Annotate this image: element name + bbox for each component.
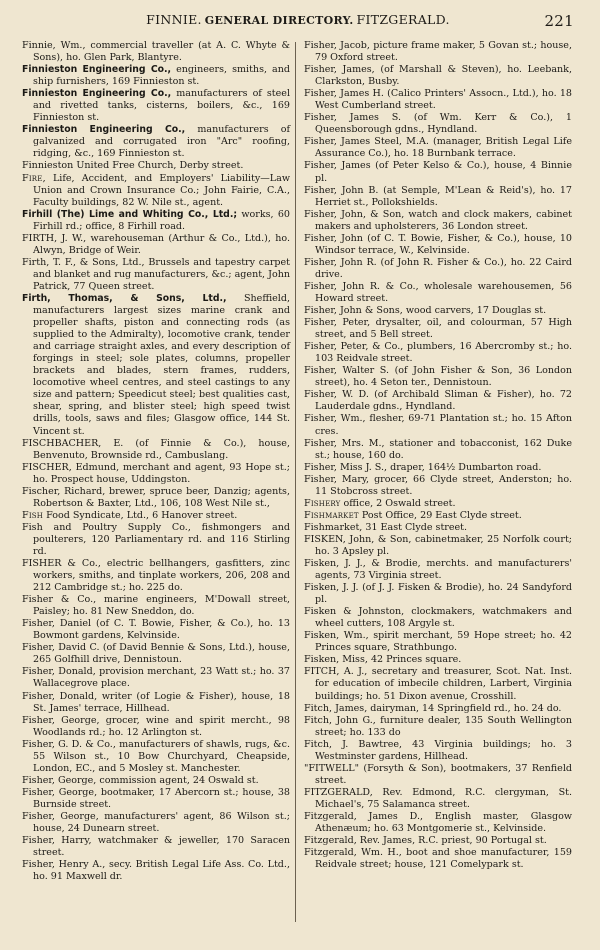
entry-name: Fisher, Wm., <box>304 413 366 425</box>
entry-name: Fisher, Jacob, <box>304 40 370 51</box>
entry-details: fishmongers and poulterers, 120 Parliamentary rd. and 116 Stirling rd. <box>33 521 290 557</box>
entry-details: manufacturers of galvanized and corrugated iron "Arc" roofing, ridging, &c., 169 Finnieston st. <box>33 124 290 160</box>
entry-details: 43 Virginia buildings; ho. 3 Westminster gardens, Hillhead. <box>315 738 572 762</box>
entry-name: Fishery <box>304 497 341 509</box>
entry-details: boot and shoe manufacturer, 159 Reidvale street; house, 121 Comelypark st. <box>315 847 572 871</box>
entry-details: (of J. J. Fisken & Brodie), ho. 24 Sandyford pl. <box>315 582 572 606</box>
directory-entry <box>22 859 290 883</box>
directory-entry <box>304 64 572 88</box>
header-title: GENERAL DIRECTORY. <box>204 14 354 27</box>
directory-entry <box>304 847 572 871</box>
entry-details: drysalter, oil, and colourman, 57 High street, and 5 Bell street. <box>315 317 573 341</box>
entry-name: FISCHER, Edmund, <box>22 461 120 473</box>
entry-details: secretary and treasurer, Scot. Nat. Inst. for education of imbecile children, Larbert, Virginia buildings; ho. 51 Dixon avenue, Crosshill. <box>315 666 572 702</box>
directory-entry <box>22 691 290 715</box>
directory-entry <box>22 787 290 811</box>
directory-entry <box>304 715 572 739</box>
entry-details: 42 Princes square. <box>367 654 462 666</box>
entry-name: Fisher, Peter, <box>304 317 371 329</box>
directory-entry <box>304 522 572 534</box>
entry-details: Life, Accident, and Employers' Liability—Law Union and Crown Insurance Co.; John Fairie, C.A., Faculty buildings, 82 W. Nile st., agent. <box>33 172 290 208</box>
entry-name: Fisher, John & Sons, <box>304 305 403 317</box>
entry-name: Finnieston United Free Church, <box>22 160 177 172</box>
entry-name: Fishmarket, <box>304 521 363 533</box>
entry-details: stationer and tobacconist, 162 Duke st.; house, 160 do. <box>315 437 572 461</box>
entry-details: brewer, spruce beer, Danzig; agents, Robertson & Baxter, Ltd., 106, 108 West Nile st., <box>33 485 290 509</box>
directory-entry <box>22 209 290 233</box>
entry-details: Food Syndicate, Ltd., 6 Hanover street. <box>43 509 238 521</box>
entry-details: marine engineers, M'Dowall street, Paisley; ho. 81 New Sneddon, do. <box>33 594 290 618</box>
entry-details: (of Wm. Kerr & Co.), 1 Queensborough gdns., Hyndland. <box>315 112 572 136</box>
entry-details: wholesale warehousemen, 56 Howard street. <box>315 280 572 304</box>
entry-details: furniture dealer, 135 South Wellington street; ho. 133 do <box>315 714 572 738</box>
entry-name: Fischer, Richard, <box>22 485 106 497</box>
entry-name: Finnie, Wm., <box>22 40 86 51</box>
entry-details: electric bellhangers, gasfitters, zinc workers, smiths, and tinplate workers, 206, 208 and 212 Cambridge st.; ho. 225 do. <box>33 558 290 594</box>
directory-entry <box>304 438 572 462</box>
directory-entry <box>22 462 290 486</box>
entry-details: (of Marshall & Steven), ho. Leebank, Clarkston, Busby. <box>315 64 572 88</box>
running-header <box>22 12 574 32</box>
directory-entry <box>22 160 290 172</box>
entry-name: Fisher, John, & Son, <box>304 208 405 220</box>
directory-entry <box>304 703 572 715</box>
entry-details: manufacturers of steel and rivetted tanks, cisterns, boilers, &c., 169 Finnieston st. <box>33 88 290 124</box>
directory-entry <box>304 462 572 474</box>
directory-entry <box>304 811 572 835</box>
entry-details: merchts. and manufacturers' agents, 73 Virginia street. <box>315 558 572 582</box>
right-column <box>304 40 572 871</box>
entry-name: Fire, <box>22 172 46 184</box>
entry-name: Fisher, Mrs. M., <box>304 437 385 449</box>
entry-name: Fitzgerald, Wm. H., <box>304 847 402 859</box>
entry-name: Fisher, Walter S. <box>304 365 390 377</box>
directory-entry <box>304 317 572 341</box>
entry-name: Fitch, James, <box>304 702 368 714</box>
entry-name: Fisher, Daniel <box>22 618 92 630</box>
entry-details: (at Semple, M'Lean & Reid's), ho. 17 Herriet st., Pollokshields. <box>315 184 572 208</box>
directory-entry <box>304 233 572 257</box>
entry-details: dairyman, 14 Springfield rd., ho. 24 do. <box>367 702 562 714</box>
directory-entry <box>22 173 290 209</box>
entry-details: commercial traveller (at A. C. Whyte & Sons), ho. Glen Park, Blantyre. <box>33 40 290 64</box>
directory-entry <box>304 739 572 763</box>
entry-details: (Calico Printers' Assocn., Ltd.), ho. 18 West Cumberland street. <box>315 88 572 112</box>
directory-entry <box>22 510 290 522</box>
entry-name: Fisher, David C. <box>22 642 100 654</box>
entry-name: Fisher, John R. <box>304 256 377 268</box>
entry-details: English master, Glasgow Athenæum; ho. 63 Montgomerie st., Kelvinside. <box>315 811 572 835</box>
entry-details: picture frame maker, 5 Govan st.; house, 79 Oxford street. <box>315 40 572 64</box>
directory-entry <box>304 498 572 510</box>
entry-name: Firth, Thomas, & Sons, Ltd., <box>22 292 227 304</box>
entry-name: Firhill (The) Lime and Whiting Co., Ltd.; <box>22 208 238 220</box>
entry-name: "FITWELL" <box>304 762 360 774</box>
directory-entry <box>22 715 290 739</box>
entry-details: grocer, wine and spirit mercht., 98 Woodlands rd.; ho. 12 Arlington st. <box>33 714 290 738</box>
directory-entry <box>304 654 572 666</box>
directory-entry <box>304 365 572 389</box>
entry-details: merchant and agent, 93 Hope st.; ho. Prospect house, Uddingston. <box>33 461 290 485</box>
entry-details: manufacturers' agent, 86 Wilson st.; house, 24 Dunearn street. <box>33 811 290 835</box>
directory-entry <box>22 739 290 775</box>
entry-name: Fisher, George, <box>22 774 97 786</box>
entry-name: Fisher, James, <box>304 64 375 76</box>
directory-entry <box>304 136 572 160</box>
entry-name: Fisher, Henry A., <box>22 859 106 871</box>
entry-name: Fishmarket <box>304 509 359 521</box>
directory-entry <box>22 775 290 787</box>
header-right-word: FITZGERALD. <box>356 12 450 27</box>
directory-entry <box>304 835 572 847</box>
entry-details: flesher, 69-71 Plantation st.; ho. 15 Afton cres. <box>315 413 572 437</box>
directory-entry <box>304 257 572 281</box>
directory-entry <box>304 112 572 136</box>
entry-name: Fisher, John <box>304 232 363 244</box>
entry-details: provision merchant, 23 Watt st.; ho. 37 Wallacegrove place. <box>33 666 290 690</box>
entry-details: (of Peter Kelso & Co.), house, 4 Binnie pl. <box>315 160 572 184</box>
directory-entry <box>22 88 290 124</box>
entry-details: (of Archibald Sliman & Fisher), ho. 72 Lauderdale gdns., Hyndland. <box>315 389 572 413</box>
entry-name: Fisken & Johnston, <box>304 606 405 618</box>
directory-entry <box>304 474 572 498</box>
directory-entry <box>22 835 290 859</box>
entry-name: Fitch, John G., <box>304 714 376 726</box>
entry-details: secy. British Legal Life Ass. Co. Ltd., ho. 91 Maxwell dr. <box>33 859 290 883</box>
entry-name: Fisher, George, <box>22 811 99 822</box>
entry-name: Fisher, James <box>304 160 371 172</box>
entry-name: FIRTH, J. W., <box>22 232 87 244</box>
entry-details: spirit merchant, 59 Hope street; ho. 42 Princes square, Strathbungo. <box>315 630 572 654</box>
directory-entry <box>22 124 290 160</box>
entry-name: FITZGERALD, Rev. Edmond, <box>304 786 456 798</box>
entry-details: manufacturers of shawls, rugs, &c. 55 Wilson st., 10 Bow Churchyard, Cheapside, London, EC., and 5 Mosley st. Manchester. <box>33 738 290 774</box>
entry-details: grocer, 66 Clyde street, Anderston; ho. 11 Stobcross street. <box>315 473 572 497</box>
entry-details: commission agent, 24 Oswald st. <box>96 774 259 786</box>
header-left-word: FINNIE. <box>146 12 202 27</box>
entry-name: Finnieston Engineering Co., <box>22 64 172 76</box>
page-number: 221 <box>544 12 574 30</box>
entry-details: warehouseman (Arthur & Co., Ltd.), ho. Alwyn, Bridge of Weir. <box>33 232 290 256</box>
entry-name: Fisher & Co., <box>22 594 97 606</box>
entry-name: Finnieston Engineering Co., <box>22 124 186 136</box>
directory-entry <box>22 558 290 594</box>
directory-entry <box>22 40 290 64</box>
directory-entry <box>22 522 290 558</box>
entry-details: works, 60 Firhill rd.; office, 8 Firhill road. <box>33 208 290 232</box>
directory-entry <box>304 787 572 811</box>
entry-name: Fish <box>22 509 44 521</box>
entry-details: office, 2 Oswald street. <box>340 497 456 509</box>
entry-details: 31 East Clyde street. <box>362 521 468 533</box>
entry-details: (of John R. Fisher & Co.), ho. 22 Caird drive. <box>315 256 572 280</box>
entry-name: Fisken, Wm., <box>304 630 369 642</box>
directory-entry <box>22 233 290 257</box>
entry-details: (of John Fisher & Son, 36 London street), ho. 4 Seton ter., Dennistoun. <box>315 365 573 389</box>
entry-name: Fish and Poultry Supply Co., <box>22 521 191 533</box>
entry-name: Fisher, James Steel, <box>304 136 403 148</box>
directory-entry <box>304 341 572 365</box>
directory-entry <box>304 40 572 64</box>
directory-entry <box>22 666 290 690</box>
entry-details: engineers, smiths, and ship furnishers, 169 Finnieston st. <box>33 64 290 88</box>
entry-name: Fitzgerald, Rev. James, <box>304 835 416 847</box>
entry-details: (of Finnie & Co.), house, Benvenuto, Brownside rd., Cambuslang. <box>33 437 290 461</box>
directory-entry <box>22 293 290 438</box>
entry-details: M.A. (manager, British Legal Life Assurance Co.), ho. 18 Burnbank terrace. <box>315 136 572 160</box>
entry-details: watch and clock makers, cabinet makers and upholsterers, 36 London street. <box>315 208 573 232</box>
entry-name: Fisher, John R. & Co., <box>304 280 419 292</box>
entry-details: R.C. clergyman, St. Michael's, 75 Salamanca street. <box>315 786 572 810</box>
directory-entry <box>22 642 290 666</box>
directory-entry <box>22 257 290 293</box>
entry-details: (Forsyth & Son), bootmakers, 37 Renfield street. <box>315 762 572 786</box>
entry-name: Fisher, Peter, & Co., <box>304 341 404 353</box>
directory-entry <box>304 305 572 317</box>
entry-name: FISKEN, John, & Son, <box>304 533 412 545</box>
directory-entry <box>304 630 572 654</box>
entry-details: Derby street. <box>176 160 244 172</box>
directory-entry <box>304 510 572 522</box>
entry-name: Fisken, J. J., & Brodie, <box>304 558 421 570</box>
directory-entry <box>22 811 290 835</box>
entry-name: Fisher, Harry, <box>22 835 92 847</box>
directory-entry <box>304 209 572 233</box>
entry-name: FISHER & Co., <box>22 558 101 570</box>
directory-entry <box>304 185 572 209</box>
directory-entry <box>304 534 572 558</box>
entry-details: (of C. T. Bowie, Fisher, & Co.), ho. 13 Bowmont gardens, Kelvinside. <box>33 618 290 642</box>
entry-name: Fisher, James H. <box>304 88 384 100</box>
directory-entry <box>304 281 572 305</box>
entry-name: Fitch, J. Bawtree, <box>304 738 403 750</box>
entry-details: plumbers, 16 Abercromby st.; ho. 103 Reidvale street. <box>315 341 572 365</box>
entry-details: cabinetmaker, 25 Norfolk court; ho. 3 Apsley pl. <box>315 533 573 557</box>
entry-name: Fisher, W. D. <box>304 389 369 401</box>
entry-details: clockmakers, watchmakers and wheel cutters, 108 Argyle st. <box>315 606 572 630</box>
directory-entry <box>22 486 290 510</box>
entry-name: Firth, T. F., & Sons, Ltd., <box>22 256 145 268</box>
entry-name: Fisken, Miss, <box>304 654 368 666</box>
directory-entry <box>304 763 572 787</box>
left-column <box>22 40 290 883</box>
entry-name: Fitzgerald, James D., <box>304 811 424 822</box>
entry-details: R.C. priest, 90 Portugal st. <box>415 835 547 847</box>
entry-name: Fisher, Donald, <box>22 666 96 678</box>
entry-details: bootmaker, 17 Abercorn st.; house, 38 Burnside street. <box>33 786 290 810</box>
entry-details: Sheffield, manufacturers largest sizes marine crank and propeller shafts, piston and connecting rods (as supplied to the Admiralty), locomotive crank, tender and carriage straight axles, and every description of forgings in steel; sole plates, columns, propeller brackets and blades, stern frames, rudders, locomotive wheel centres, and steel castings to any size and pattern; Speedicut steel; best qualities cast, shear, spring, and blister steel; high speed twist drills, tools, saws and files; Glasgow office, 144 St. Vincent st. <box>33 292 291 437</box>
entry-details: Post Office, 29 East Clyde street. <box>358 509 522 521</box>
entry-details: draper, 164½ Dumbarton road. <box>387 461 542 473</box>
entry-name: Fisher, Donald, <box>22 690 98 702</box>
directory-entry <box>304 606 572 630</box>
entry-name: Fisher, G. D. & Co., <box>22 738 116 750</box>
directory-entry <box>304 558 572 582</box>
directory-entry <box>304 582 572 606</box>
directory-entry <box>304 88 572 112</box>
entry-name: Finnieston Engineering Co., <box>22 88 172 100</box>
entry-name: Fisher, George, <box>22 786 98 798</box>
entry-name: FISCHBACHER, E. <box>22 437 124 449</box>
entry-name: Fisher, James S. <box>304 112 402 124</box>
directory-entry <box>304 413 572 437</box>
entry-name: Fisken, J. J. <box>304 582 359 594</box>
entry-details: Brussels and tapestry carpet and blanket and rug manufacturers, &c.; agent, John Patrick, 77 Queen street. <box>33 256 290 292</box>
directory-entry <box>304 160 572 184</box>
entry-details: (of C. T. Bowie, Fisher, & Co.), house, 10 Windsor terrace, W., Kelvinside. <box>315 232 572 256</box>
entry-details: wood carvers, 17 Douglas st. <box>402 305 547 317</box>
entry-name: Fisher, Mary, <box>304 473 370 485</box>
directory-entry <box>22 618 290 642</box>
entry-name: Fisher, George, <box>22 714 100 726</box>
directory-entry <box>22 594 290 618</box>
directory-entry <box>304 666 572 702</box>
column-divider <box>295 42 296 922</box>
entry-details: writer (of Logie & Fisher), house, 18 St. James' terrace, Hillhead. <box>33 690 290 714</box>
entry-details: (of David Bennie & Sons, Ltd.), house, 265 Golfhill drive, Dennistoun. <box>33 642 290 666</box>
entry-name: Fisher, Miss J. S., <box>304 461 388 473</box>
entry-name: Fisher, John B. <box>304 184 379 196</box>
entry-details: watchmaker & jeweller, 170 Saracen street. <box>33 835 291 859</box>
directory-entry <box>304 389 572 413</box>
directory-entry <box>22 64 290 88</box>
entry-name: FITCH, A. J., <box>304 666 368 678</box>
directory-entry <box>22 438 290 462</box>
